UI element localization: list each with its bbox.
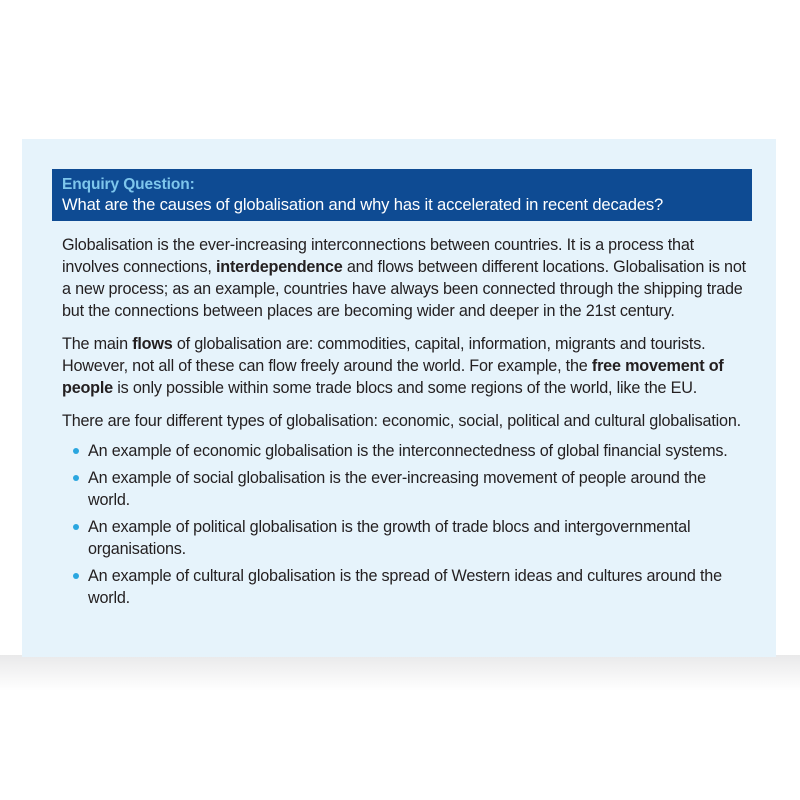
paragraph-text: Globalisation is the ever-increasing interconnections between countries. It is a process that involves connections, xyxy=(62,236,694,276)
globalisation-types-list xyxy=(62,440,752,609)
key-term-free-movement: free movement of people xyxy=(62,357,724,397)
bullet-dot-icon xyxy=(73,524,79,530)
key-term-interdependence: interdependence xyxy=(215,258,343,276)
bullet-dot-icon xyxy=(73,475,79,481)
paragraph-text: There are four different types of globalisation: economic, social, political and cultural globalisation. xyxy=(62,412,741,430)
enquiry-panel xyxy=(22,139,776,657)
body-content xyxy=(62,234,752,614)
enquiry-question-box xyxy=(52,169,752,221)
list-item-political xyxy=(62,516,752,560)
enquiry-heading: Enquiry Question: xyxy=(62,176,195,193)
enquiry-question-text: What are the causes of globalisation and why has it accelerated in recent decades? xyxy=(62,195,664,214)
page-edge-shadow xyxy=(0,655,800,691)
list-item-cultural xyxy=(62,565,752,609)
list-item-text: An example of political globalisation is the growth of trade blocs and intergovernmental organisations. xyxy=(88,518,691,558)
bullet-dot-icon xyxy=(73,573,79,579)
list-item-text: An example of cultural globalisation is the spread of Western ideas and cultures around the world. xyxy=(88,567,722,607)
paragraph-text: is only possible within some trade blocs and some regions of the world, like the EU. xyxy=(112,379,698,397)
key-term-flows: flows xyxy=(132,335,173,353)
paragraph-text: The main xyxy=(62,335,133,353)
list-item-economic xyxy=(62,440,752,462)
paragraph-flows xyxy=(62,333,752,399)
bullet-dot-icon xyxy=(73,448,79,454)
list-item-social xyxy=(62,467,752,511)
paragraph-text: of globalisation are: commodities, capital, information, migrants and tourists. However, not all of these can flow freely around the world. For example, the xyxy=(62,335,706,375)
list-item-text: An example of social globalisation is the ever-increasing movement of people around the world. xyxy=(88,469,706,509)
paragraph-types xyxy=(62,410,752,432)
paragraph-definition xyxy=(62,234,752,322)
list-item-text: An example of economic globalisation is the interconnectedness of global financial systems. xyxy=(88,442,728,460)
paragraph-text: and flows between different locations. Globalisation is not a new process; as an example, countries have always been connected through the shipping trade but the connections between places are becoming wider and deeper in the 21st century. xyxy=(62,258,746,320)
